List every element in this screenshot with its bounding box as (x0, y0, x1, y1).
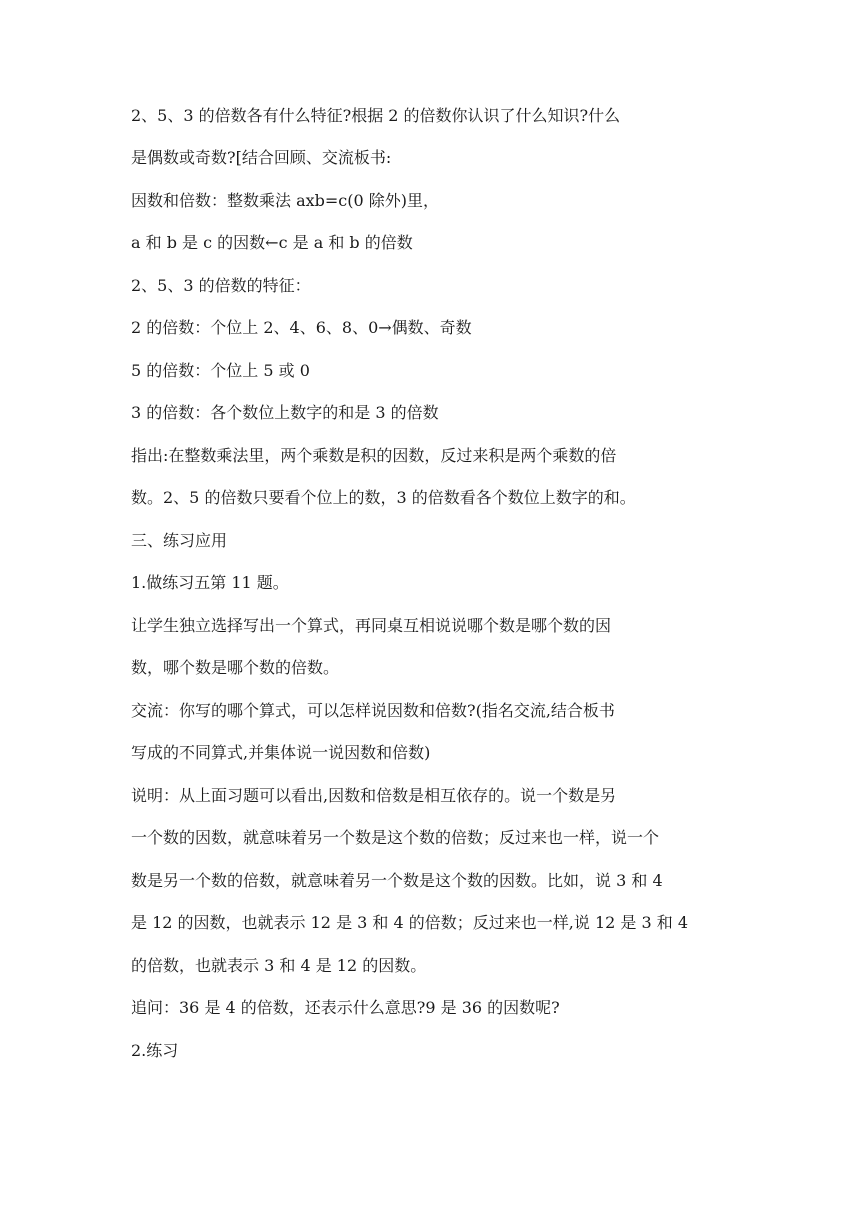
text-line: 因数和倍数：整数乘法 axb=c(0 除外)里， (131, 191, 440, 210)
text-line: 数，哪个数是哪个数的倍数。 (131, 658, 340, 677)
text-line: 是偶数或奇数?[结合回顾、交流板书: (131, 148, 392, 167)
text-line: 说明：从上面习题可以看出,因数和倍数是相互依存的。说一个数是另 (131, 786, 617, 805)
text-line: 数是另一个数的倍数，就意味着另一个数是这个数的因数。比如，说 3 和 4 (131, 871, 663, 890)
text-line: 数。2、5 的倍数只要看个位上的数，3 的倍数看各个数位上数字的和。 (131, 488, 636, 507)
text-line: 是 12 的因数，也就表示 12 是 3 和 4 的倍数；反过来也一样,说 12 是 3 和 4 (131, 913, 689, 932)
text-line: 5 的倍数：个位上 5 或 0 (131, 361, 310, 380)
section-heading: 三、练习应用 (131, 531, 228, 550)
text-line: 让学生独立选择写出一个算式，再同桌互相说说哪个数是哪个数的因 (131, 616, 612, 635)
text-line: 1.做练习五第 11 题。 (131, 573, 289, 592)
text-line: 指出:在整数乘法里，两个乘数是积的因数，反过来积是两个乘数的倍 (131, 446, 617, 465)
text-line: 3 的倍数：各个数位上数字的和是 3 的倍数 (131, 403, 439, 422)
text-line: 2 的倍数：个位上 2、4、6、8、0→偶数、奇数 (131, 318, 472, 337)
text-line: 2、5、3 的倍数各有什么特征?根据 2 的倍数你认识了什么知识?什么 (131, 106, 621, 125)
text-line: 2、5、3 的倍数的特征： (131, 276, 311, 295)
text-line: 交流：你写的哪个算式，可以怎样说因数和倍数?(指名交流,结合板书 (131, 701, 615, 720)
text-line: 2.练习 (131, 1041, 179, 1060)
text-line: 追问：36 是 4 的倍数，还表示什么意思?9 是 36 的因数呢? (131, 998, 560, 1017)
text-line: 的倍数，也就表示 3 和 4 是 12 的因数。 (131, 956, 427, 975)
text-line: 写成的不同算式,并集体说一说因数和倍数) (131, 743, 431, 762)
text-line: 一个数的因数，就意味着另一个数是这个数的倍数；反过来也一样，说一个 (131, 828, 660, 847)
text-line: a 和 b 是 c 的因数←c 是 a 和 b 的倍数 (131, 233, 413, 252)
